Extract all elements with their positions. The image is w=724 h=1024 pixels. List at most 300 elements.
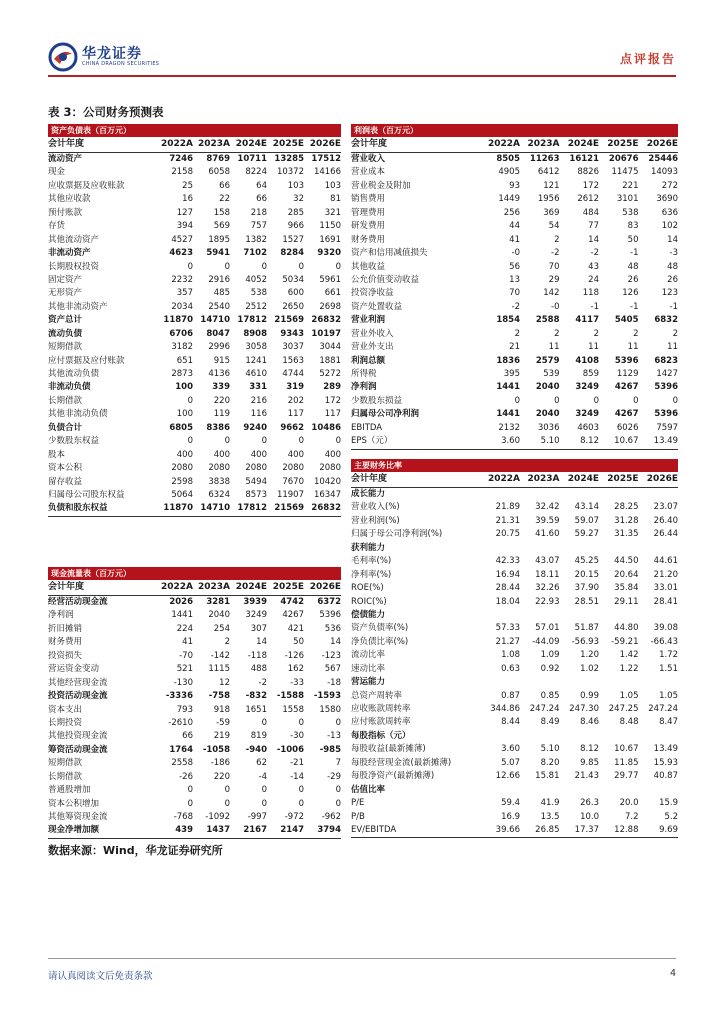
- cell-value: -142: [210, 650, 230, 661]
- cell-value: -758: [208, 691, 230, 702]
- cell-value: 1.51: [659, 663, 678, 674]
- cell-value: 43: [588, 261, 599, 272]
- row-label: 估值比率: [351, 784, 386, 795]
- cell-value: 4905: [498, 167, 520, 178]
- row-label: 长期借款: [48, 395, 83, 406]
- cell-value: 3058: [245, 342, 267, 353]
- cell-value: 5941: [206, 248, 230, 259]
- cell-value: 0: [224, 798, 230, 809]
- table-row: [48, 247, 341, 260]
- cell-value: 521: [176, 664, 193, 675]
- cell-value: 14: [330, 637, 341, 648]
- table-row: [351, 636, 678, 649]
- row-label: 其他投资现金流: [48, 731, 108, 742]
- cell-value: 0: [298, 785, 304, 796]
- cell-value: 21569: [274, 503, 304, 514]
- cell-value: 247.30: [569, 704, 599, 714]
- cell-value: 121: [543, 180, 560, 191]
- cell-value: 17812: [237, 503, 267, 514]
- table-row: [351, 797, 678, 810]
- cell-value: 1241: [245, 355, 267, 366]
- cell-value: 2512: [245, 301, 267, 312]
- cell-value: 256: [503, 207, 520, 218]
- table-row: [48, 422, 341, 435]
- row-label: 净利润: [48, 610, 74, 621]
- cell-value: 21569: [274, 315, 304, 326]
- row-label: 长期投资: [48, 717, 83, 728]
- cell-value: 1.08: [501, 650, 520, 661]
- row-label: 应收账款周转率: [351, 704, 411, 714]
- cell-value: [520, 542, 560, 555]
- table-row: [351, 247, 678, 260]
- cell-value: 307: [250, 623, 267, 634]
- cell-value: 538: [250, 288, 267, 299]
- cell-value: -940: [245, 744, 267, 755]
- table-header-row: [48, 137, 341, 153]
- cell-value: 4267: [614, 409, 639, 420]
- cell-value: 539: [543, 369, 560, 379]
- cell-value: 23.07: [653, 502, 678, 513]
- row-label: 管理费用: [351, 207, 386, 218]
- row-label: 财务费用: [351, 234, 386, 245]
- cell-value: 2080: [171, 463, 193, 474]
- cell-value: 0.63: [501, 663, 520, 674]
- cell-value: 5.2: [664, 811, 678, 822]
- cell-value: 11475: [611, 167, 639, 178]
- cell-value: 33.01: [653, 583, 678, 594]
- row-label: 公允价值变动收益: [351, 274, 420, 285]
- cell-value: 3249: [245, 610, 267, 621]
- cell-value: -66.43: [650, 636, 678, 647]
- cell-value: 7597: [656, 422, 678, 433]
- cell-value: 28.25: [614, 502, 639, 513]
- table-row: [351, 676, 678, 689]
- cell-value: 9662: [280, 422, 304, 433]
- cell-value: 29.77: [614, 771, 639, 782]
- row-label: 研发费用: [351, 221, 386, 232]
- cell-value: 247.25: [608, 704, 639, 714]
- cell-value: 1449: [498, 194, 520, 205]
- cell-value: 10486: [311, 422, 341, 433]
- row-label: 负债合计: [48, 422, 83, 433]
- row-label: 负债和股东权益: [48, 503, 108, 514]
- row-label: 非流动资产: [48, 248, 91, 259]
- cell-value: 5961: [319, 274, 341, 285]
- table-row: [351, 408, 678, 421]
- cell-value: 119: [213, 409, 230, 420]
- cell-value: 7246: [169, 154, 193, 164]
- table-row: [351, 435, 678, 449]
- cell-value: 44.50: [614, 556, 639, 567]
- row-label: 归属母公司股东权益: [48, 489, 125, 500]
- cell-value: [560, 730, 600, 743]
- cell-value: [639, 730, 679, 743]
- cell-value: 7.2: [624, 811, 639, 822]
- cell-value: 1115: [208, 664, 230, 675]
- table-row: [351, 784, 678, 797]
- cell-value: 6832: [654, 315, 678, 326]
- table-row: [48, 180, 341, 193]
- table-row: [351, 314, 678, 327]
- row-label: 总资产周转率: [351, 690, 403, 701]
- cell-value: 25: [182, 180, 193, 191]
- cell-value: 2080: [282, 463, 304, 474]
- cell-value: 8826: [577, 167, 599, 178]
- row-label: 资本公积增加: [48, 798, 100, 809]
- table-row: [351, 488, 678, 501]
- table-row: [48, 623, 341, 636]
- header-year: 2025E: [607, 474, 639, 484]
- cell-value: 57.33: [495, 623, 520, 634]
- cell-value: 11263: [529, 154, 560, 164]
- table-row: [351, 193, 678, 206]
- cell-value: 0: [298, 261, 304, 272]
- cell-value: 28.44: [495, 583, 520, 594]
- table-row: [351, 381, 678, 394]
- row-label: 长期股权投资: [48, 261, 100, 272]
- cell-value: 22.93: [535, 596, 560, 607]
- table-row: [351, 166, 678, 179]
- cell-value: 66: [182, 731, 193, 742]
- cell-value: 59.07: [574, 515, 599, 526]
- row-label: EPS（元）: [351, 436, 393, 447]
- cell-value: 357: [176, 288, 193, 299]
- cell-value: 8.12: [580, 744, 599, 755]
- cell-value: 44.61: [653, 556, 678, 567]
- table-row: [351, 207, 678, 220]
- table-row: [48, 381, 341, 394]
- cell-value: -997: [247, 812, 267, 822]
- cell-value: 3249: [575, 409, 599, 420]
- cell-value: 50: [293, 637, 304, 648]
- cell-value: 1558: [282, 704, 304, 715]
- cell-value: 400: [324, 449, 341, 460]
- cell-value: 20.0: [619, 798, 639, 809]
- table-row: [48, 153, 341, 166]
- cell-value: 26: [627, 274, 639, 285]
- cell-value: [481, 730, 521, 743]
- cell-value: 21.20: [653, 569, 678, 580]
- row-label: P/E: [351, 798, 365, 809]
- cell-value: 57.01: [535, 623, 560, 634]
- cell-value: [639, 488, 679, 501]
- table-row: [351, 355, 678, 368]
- cell-value: 116: [250, 409, 267, 420]
- cell-value: 37.90: [574, 583, 599, 594]
- table-row: [351, 649, 678, 662]
- table-row: [48, 717, 341, 730]
- row-label: 普通股增加: [48, 785, 91, 796]
- row-label: 获利能力: [351, 542, 386, 553]
- cell-value: 3939: [243, 597, 267, 607]
- cell-value: 484: [582, 207, 599, 218]
- cell-value: 1129: [616, 369, 639, 379]
- cell-value: [639, 542, 679, 555]
- table-row: [48, 771, 341, 784]
- cell-value: -70: [179, 650, 193, 661]
- table-title: 现金流量表（百万元）: [48, 567, 341, 580]
- table-row: [351, 301, 678, 314]
- table-row: [48, 677, 341, 690]
- cell-value: 2: [224, 637, 230, 648]
- cell-value: 2: [633, 328, 639, 339]
- cell-value: 6823: [654, 355, 678, 366]
- cell-value: 13285: [274, 154, 304, 164]
- row-label: 营业利润: [351, 315, 386, 326]
- row-label: 净利润: [351, 382, 377, 393]
- row-label: 每股收益(最新摊薄): [351, 744, 426, 755]
- header-year: 2023A: [527, 139, 560, 149]
- cell-value: 0: [224, 785, 230, 796]
- cell-value: 0: [187, 436, 193, 447]
- table-row: [351, 528, 678, 541]
- cell-value: 400: [287, 449, 304, 460]
- row-label: 现金净增加额: [48, 825, 100, 836]
- cell-value: 218: [250, 207, 267, 218]
- cell-value: 118: [582, 288, 599, 299]
- cell-value: 7670: [282, 476, 304, 487]
- row-label: ROIC(%): [351, 596, 387, 607]
- row-label: 长期借款: [48, 771, 83, 782]
- balance-sheet-table: [48, 124, 341, 517]
- cell-value: 14166: [313, 167, 341, 178]
- cell-value: 15.9: [659, 798, 678, 809]
- cell-value: 123: [661, 288, 678, 299]
- cell-value: -29: [327, 771, 341, 782]
- cell-value: 54: [548, 221, 560, 232]
- table-row: [351, 690, 678, 703]
- cell-value: 6058: [208, 167, 230, 178]
- cell-value: 9240: [243, 422, 267, 433]
- cell-value: 0: [261, 436, 267, 447]
- cell-value: 39.66: [495, 824, 520, 835]
- cell-value: 2: [514, 328, 520, 339]
- cell-value: 272: [661, 180, 678, 191]
- cell-value: [520, 676, 560, 689]
- row-label: 非流动负债: [48, 382, 91, 393]
- table-row: [48, 287, 341, 300]
- cell-value: 0.99: [580, 690, 599, 701]
- table-row: [48, 355, 341, 368]
- cell-value: 1836: [496, 355, 520, 366]
- cell-value: 5272: [319, 369, 341, 379]
- cell-value: 5494: [245, 476, 267, 487]
- cell-value: 59.27: [574, 529, 599, 540]
- cell-value: 1427: [656, 369, 678, 379]
- report-type: 点评报告: [619, 52, 676, 66]
- cell-value: 0: [335, 785, 341, 796]
- header-year: 2023A: [197, 582, 230, 592]
- cell-value: 14710: [200, 315, 230, 326]
- cell-value: 6324: [208, 489, 230, 500]
- cell-value: 6706: [169, 328, 193, 339]
- cell-value: 536: [324, 623, 341, 634]
- cell-value: -59.21: [611, 636, 639, 647]
- row-label: 营业税金及附加: [351, 180, 411, 191]
- cell-value: 93: [509, 180, 520, 191]
- cell-value: -832: [245, 691, 267, 702]
- cell-value: 16: [182, 194, 193, 205]
- cell-value: 117: [324, 409, 341, 420]
- cell-value: 11: [548, 342, 560, 353]
- row-label: 短期借款: [48, 342, 83, 353]
- cell-value: 2: [672, 328, 678, 339]
- cell-value: 26.44: [653, 529, 678, 540]
- cell-value: -985: [319, 744, 341, 755]
- header-year: 2026E: [309, 139, 341, 149]
- row-label: 营业外收入: [351, 328, 394, 339]
- header-year: 2024E: [567, 139, 599, 149]
- table-header-row: [351, 137, 678, 153]
- cell-value: 117: [287, 409, 304, 420]
- cell-value: 3182: [171, 342, 193, 353]
- table-row: [48, 395, 341, 408]
- cell-value: [560, 609, 600, 622]
- table-row: [48, 596, 341, 609]
- cell-value: 18.11: [535, 569, 560, 580]
- table-row: [48, 408, 341, 421]
- cell-value: [520, 730, 560, 743]
- cell-value: 21.27: [495, 636, 520, 647]
- cell-value: 488: [250, 664, 267, 675]
- row-label: 留存收益: [48, 476, 83, 487]
- cell-value: [520, 609, 560, 622]
- cell-value: -0: [511, 248, 520, 259]
- table-row: [48, 757, 341, 770]
- cell-value: 100: [175, 382, 193, 393]
- cell-value: 1441: [496, 382, 520, 393]
- cell-value: 247.24: [648, 704, 678, 714]
- cell-value: -2: [258, 677, 267, 688]
- cell-value: 2916: [208, 274, 230, 285]
- row-label: 资产和信用减值损失: [351, 248, 428, 259]
- table-row: [48, 220, 341, 233]
- cell-value: 14: [256, 637, 267, 648]
- cell-value: 83: [627, 221, 639, 232]
- cell-value: 0: [554, 395, 560, 406]
- cell-value: 48: [667, 261, 678, 272]
- cell-value: 0: [224, 261, 230, 272]
- cell-value: 8386: [206, 422, 230, 433]
- table-row: [351, 234, 678, 247]
- table-row: [351, 703, 678, 716]
- table-row: [351, 368, 678, 381]
- cell-value: 2: [593, 328, 599, 339]
- cell-value: 1691: [319, 234, 341, 245]
- cell-value: -13: [327, 731, 341, 742]
- cell-value: 1.22: [619, 663, 639, 674]
- header-year: 2024E: [567, 474, 599, 484]
- table-row: [48, 435, 341, 448]
- cell-value: -972: [284, 812, 304, 822]
- data-source: 数据来源：Wind，华龙证券研究所: [48, 844, 223, 857]
- cell-value: 5.07: [501, 757, 520, 768]
- footer-divider: [48, 958, 676, 959]
- cell-value: 8908: [243, 328, 267, 339]
- table-title: 主要财务比率: [351, 459, 678, 472]
- cell-value: 600: [287, 288, 304, 299]
- cell-value: 9.69: [659, 824, 678, 835]
- table-row: [48, 462, 341, 475]
- table-row: [351, 501, 678, 514]
- table-row: [351, 730, 678, 743]
- header-label: 会计年度: [48, 139, 85, 149]
- cell-value: 0: [224, 436, 230, 447]
- cell-value: -118: [247, 650, 267, 661]
- table-row: [48, 234, 341, 247]
- cell-value: 28.51: [574, 596, 599, 607]
- cell-value: -1593: [313, 691, 341, 702]
- cell-value: 66: [219, 180, 230, 191]
- cell-value: 2698: [319, 301, 341, 312]
- cell-value: 26: [667, 274, 678, 285]
- table-row: [48, 314, 341, 327]
- table-title: 利润表（百万元）: [351, 124, 678, 137]
- logo-company-name: 华龙证券: [82, 46, 142, 62]
- cell-value: 3101: [616, 194, 639, 205]
- cell-value: [639, 676, 679, 689]
- cell-value: 918: [213, 704, 230, 715]
- row-label: 每股经营现金流(最新摊薄): [351, 757, 452, 768]
- cell-value: 0: [298, 717, 304, 728]
- row-label: 归属母公司净利润: [351, 409, 420, 420]
- cell-value: [599, 542, 639, 555]
- cell-value: 793: [176, 704, 193, 715]
- table-row: [48, 261, 341, 274]
- cell-value: 2040: [208, 610, 230, 621]
- table-row: [48, 609, 341, 622]
- cell-value: [481, 488, 521, 501]
- cell-value: 0: [335, 436, 341, 447]
- cell-value: 11: [627, 342, 639, 353]
- cell-value: 6412: [537, 167, 560, 178]
- cell-value: -962: [321, 812, 341, 822]
- cell-value: 41.60: [535, 529, 560, 540]
- row-label: 净负债比率(%): [351, 636, 409, 647]
- cell-value: 8.48: [619, 717, 639, 728]
- cell-value: 62: [256, 758, 267, 769]
- cell-value: 285: [287, 207, 304, 218]
- cell-value: 4623: [169, 248, 193, 259]
- cell-value: 10372: [276, 167, 304, 178]
- cell-value: [560, 488, 600, 501]
- cell-value: 1.20: [580, 650, 599, 661]
- table-row: [48, 166, 341, 179]
- table-row: [351, 743, 678, 756]
- cell-value: 636: [661, 207, 678, 218]
- cell-value: 10.67: [614, 744, 639, 755]
- cell-value: 0: [335, 717, 341, 728]
- cell-value: 1895: [208, 234, 230, 245]
- cell-value: 16.94: [495, 569, 520, 580]
- cell-value: [560, 784, 600, 797]
- row-label: ROE(%): [351, 583, 384, 594]
- row-label: 少数股东损益: [351, 395, 403, 406]
- cell-value: 21.43: [574, 771, 599, 782]
- cell-value: -2: [551, 248, 560, 259]
- cell-value: [599, 784, 639, 797]
- cell-value: -130: [173, 677, 193, 688]
- cell-value: 11870: [163, 315, 193, 326]
- cell-value: 77: [588, 221, 599, 232]
- cell-value: 0: [187, 798, 193, 809]
- cell-value: 661: [324, 288, 341, 299]
- cell-value: 39.08: [653, 623, 678, 634]
- cell-value: 8505: [496, 154, 520, 164]
- page-header: [48, 40, 676, 74]
- cell-value: 28.41: [653, 596, 678, 607]
- cell-value: 0: [261, 798, 267, 809]
